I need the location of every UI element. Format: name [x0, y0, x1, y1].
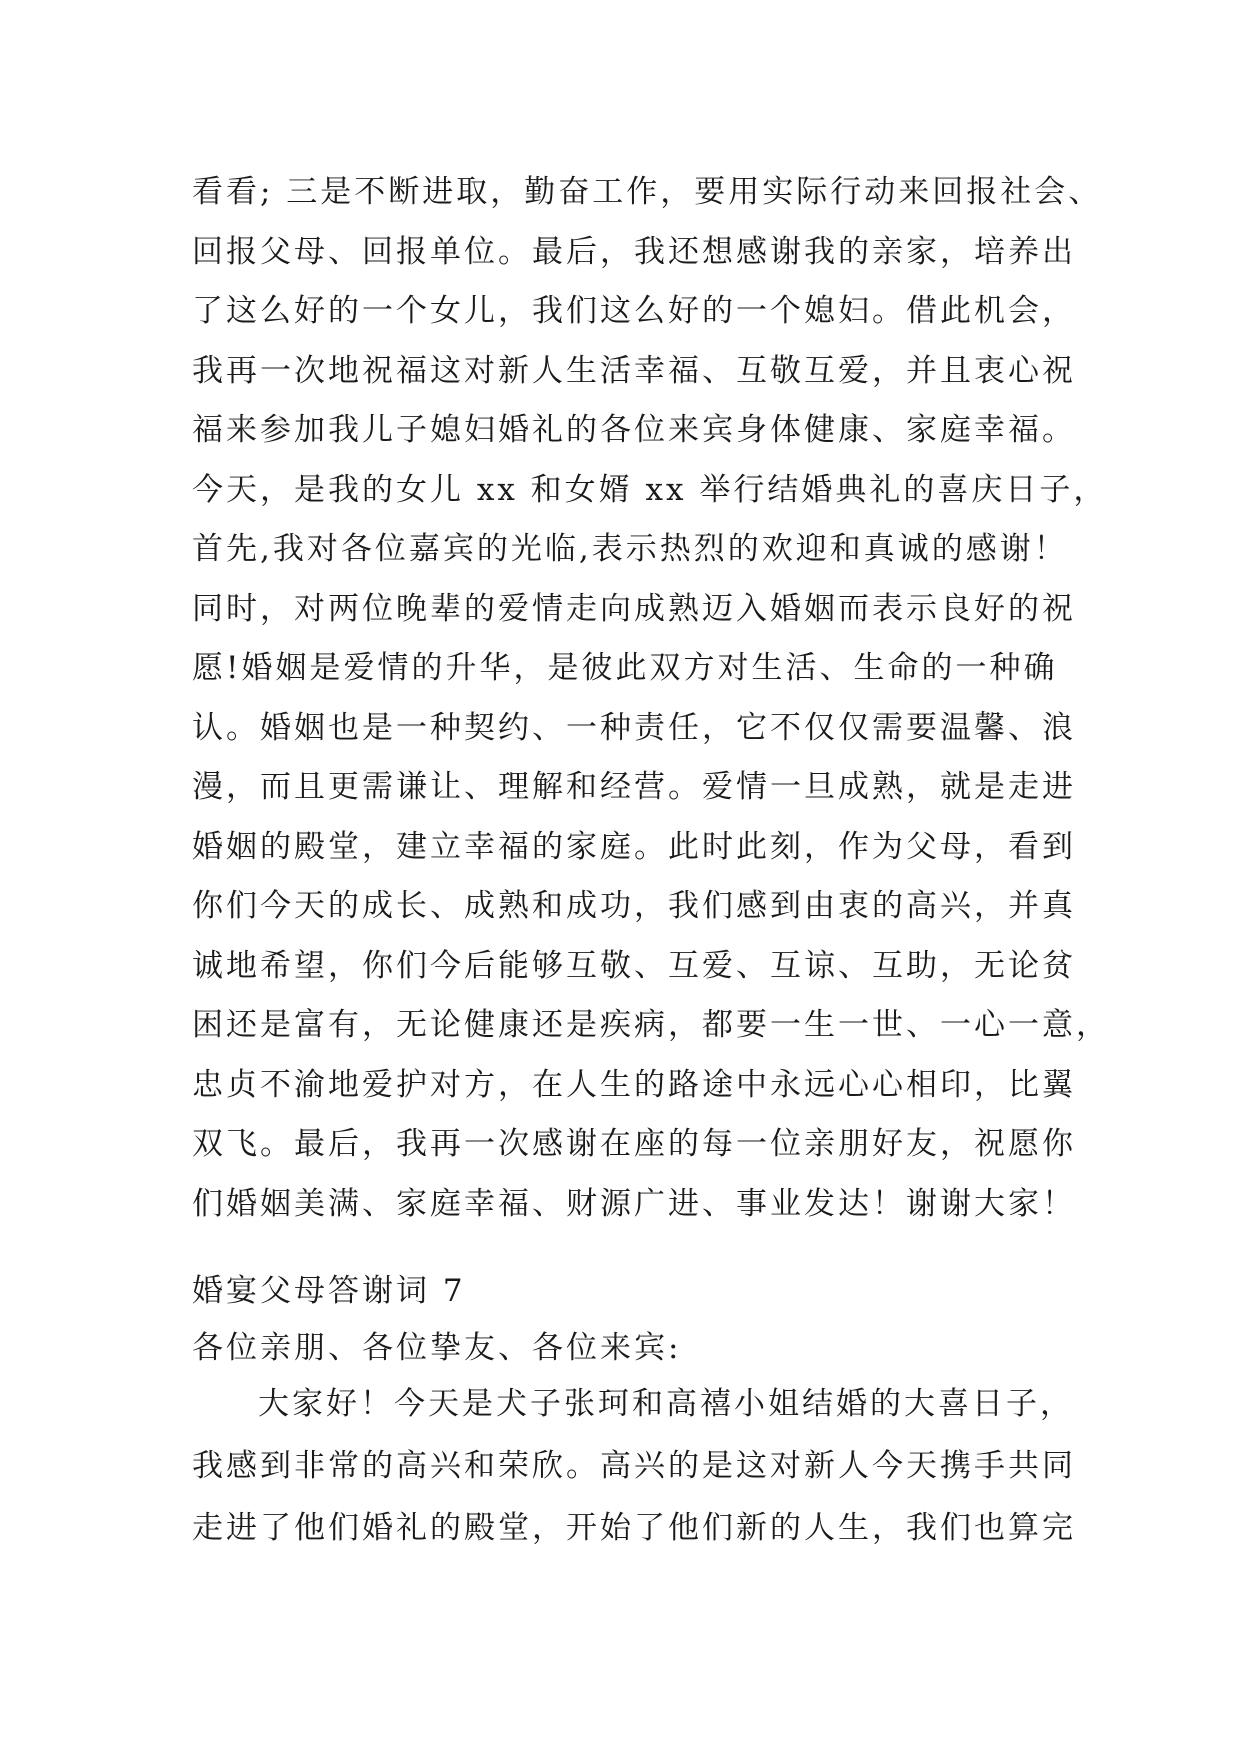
text-line: 今天，是我的女儿 xx 和女婿 xx 举行结婚典礼的喜庆日子，	[192, 471, 1108, 508]
section-title: 婚宴父母答谢词 7	[192, 1273, 466, 1309]
text-line: 我感到非常的高兴和荣欣。高兴的是这对新人今天携手共同	[192, 1448, 1076, 1484]
paragraph-first-line: 大家好！今天是犬子张珂和高禧小姐结婚的大喜日子，	[258, 1386, 1074, 1422]
text-line: 诚地希望，你们今后能够互敬、互爱、互谅、互助，无论贫	[192, 947, 1076, 984]
text-line: 福来参加我儿子媳妇婚礼的各位来宾身体健康、家庭幸福。	[192, 412, 1076, 448]
speech-body	[192, 1373, 1082, 1559]
text-line: 回报父母、回报单位。最后，我还想感谢我的亲家，培养出	[192, 233, 1076, 270]
text-line: 忠贞不渝地爱护对方，在人生的路途中永远心心相印，比翼	[192, 1066, 1076, 1103]
section-heading-block	[192, 1263, 1082, 1377]
text-line: 愿!婚姻是爱情的升华，是彼此双方对生活、生命的一种确	[192, 650, 1058, 686]
text-line: 看看; 三是不断进取，勤奋工作，要用实际行动来回报社会、	[192, 174, 1103, 210]
text-line: 了这么好的一个女儿，我们这么好的一个媳妇。借此机会，	[192, 293, 1076, 329]
text-line: 首先,我对各位嘉宾的光临,表示热烈的欢迎和真诚的感谢！	[192, 531, 1068, 567]
text-line: 婚姻的殿堂，建立幸福的家庭。此时此刻，作为父母，看到	[192, 828, 1076, 865]
text-line: 我再一次地祝福这对新人生活幸福、互敬互爱，并且衷心祝	[192, 352, 1076, 389]
speech-body-continued	[192, 163, 1110, 1234]
text-line: 认。婚姻也是一种契约、一种责任，它不仅仅需要温馨、浪	[192, 709, 1076, 746]
text-line: 双飞。最后，我再一次感谢在座的每一位亲朋好友，祝愿你	[192, 1126, 1076, 1162]
text-line: 同时，对两位晚辈的爱情走向成熟迈入婚姻而表示良好的祝	[192, 590, 1076, 627]
text-line: 你们今天的成长、成熟和成功，我们感到由衷的高兴，并真	[192, 888, 1076, 924]
text-line: 走进了他们婚礼的殿堂，开始了他们新的人生，我们也算完	[192, 1510, 1076, 1546]
text-line: 困还是富有，无论健康还是疾病，都要一生一世、一心一意，	[192, 1007, 1110, 1043]
salutation: 各位亲朋、各位挚友、各位来宾:	[192, 1330, 682, 1366]
text-line: 们婚姻美满、家庭幸福、财源广进、事业发达！谢谢大家！	[192, 1185, 1076, 1222]
text-line: 漫，而且更需谦让、理解和经营。爱情一旦成熟，就是走进	[192, 769, 1076, 805]
